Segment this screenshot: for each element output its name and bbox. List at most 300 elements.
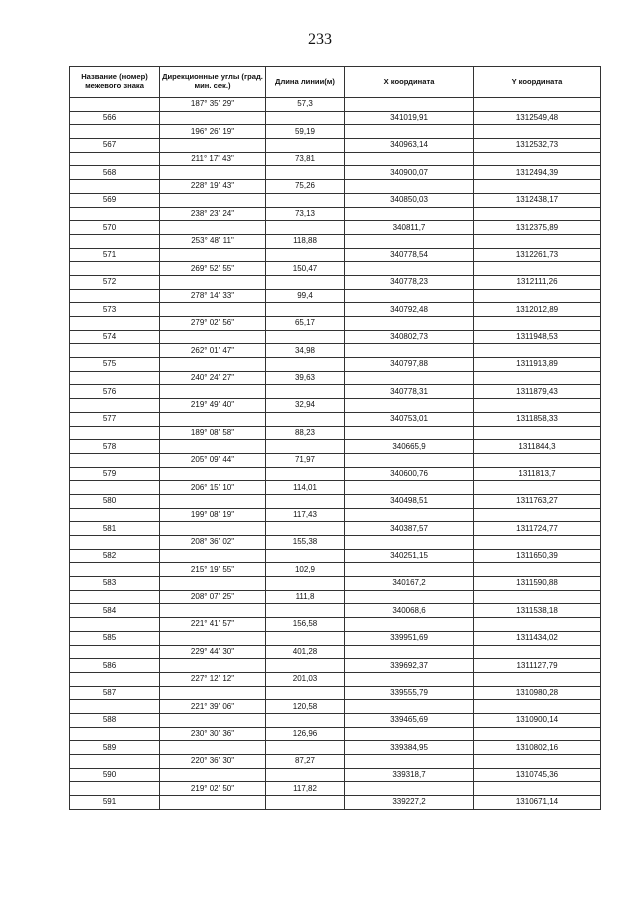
x-cell xyxy=(345,344,474,358)
direction-angle-cell: 208° 36' 02" xyxy=(160,536,266,550)
y-coordinate-cell: 1311913,89 xyxy=(474,358,601,372)
point-row xyxy=(70,659,601,673)
angle-cell xyxy=(160,713,266,727)
line-length-cell: 73,81 xyxy=(266,152,345,166)
y-cell xyxy=(474,289,601,303)
x-cell xyxy=(345,234,474,248)
segment-row xyxy=(70,152,601,166)
y-cell xyxy=(474,755,601,769)
point-row xyxy=(70,604,601,618)
y-cell xyxy=(474,782,601,796)
direction-angle-cell: 219° 49' 40" xyxy=(160,399,266,413)
x-cell xyxy=(345,453,474,467)
x-coordinate-cell: 340778,54 xyxy=(345,248,474,262)
name-cell xyxy=(70,782,160,796)
point-row xyxy=(70,440,601,454)
name-cell xyxy=(70,453,160,467)
angle-cell xyxy=(160,631,266,645)
segment-row xyxy=(70,317,601,331)
y-coordinate-cell: 1311879,43 xyxy=(474,385,601,399)
table-body xyxy=(70,98,601,810)
point-row xyxy=(70,303,601,317)
y-coordinate-cell: 1311948,53 xyxy=(474,330,601,344)
point-row xyxy=(70,494,601,508)
segment-row xyxy=(70,536,601,550)
direction-angle-cell: 279° 02' 56" xyxy=(160,317,266,331)
x-cell xyxy=(345,508,474,522)
angle-cell xyxy=(160,577,266,591)
segment-row xyxy=(70,289,601,303)
name-cell xyxy=(70,700,160,714)
x-cell xyxy=(345,481,474,495)
line-length-cell: 118,88 xyxy=(266,234,345,248)
segment-row xyxy=(70,672,601,686)
segment-row xyxy=(70,344,601,358)
length-cell xyxy=(266,193,345,207)
length-cell xyxy=(266,659,345,673)
point-row xyxy=(70,330,601,344)
y-coordinate-cell: 1311538,18 xyxy=(474,604,601,618)
segment-row xyxy=(70,755,601,769)
x-coordinate-cell: 340778,23 xyxy=(345,275,474,289)
y-coordinate-cell: 1312012,89 xyxy=(474,303,601,317)
length-cell xyxy=(266,358,345,372)
point-name-cell: 581 xyxy=(70,522,160,536)
y-cell xyxy=(474,645,601,659)
point-name-cell: 577 xyxy=(70,412,160,426)
header-length: Длина линии(м) xyxy=(266,67,345,98)
name-cell xyxy=(70,672,160,686)
segment-row xyxy=(70,727,601,741)
line-length-cell: 117,43 xyxy=(266,508,345,522)
segment-row xyxy=(70,618,601,632)
y-cell xyxy=(474,234,601,248)
header-name: Название (номер) межевого знака xyxy=(70,67,160,98)
point-name-cell: 576 xyxy=(70,385,160,399)
direction-angle-cell: 206° 15' 10" xyxy=(160,481,266,495)
x-cell xyxy=(345,645,474,659)
direction-angle-cell: 215° 19' 55" xyxy=(160,563,266,577)
line-length-cell: 155,38 xyxy=(266,536,345,550)
y-coordinate-cell: 1311590,88 xyxy=(474,577,601,591)
length-cell xyxy=(266,412,345,426)
y-cell xyxy=(474,152,601,166)
angle-cell xyxy=(160,686,266,700)
point-name-cell: 571 xyxy=(70,248,160,262)
segment-row xyxy=(70,399,601,413)
y-coordinate-cell: 1311844,3 xyxy=(474,440,601,454)
y-cell xyxy=(474,371,601,385)
name-cell xyxy=(70,563,160,577)
line-length-cell: 150,47 xyxy=(266,262,345,276)
x-cell xyxy=(345,590,474,604)
name-cell xyxy=(70,755,160,769)
point-name-cell: 569 xyxy=(70,193,160,207)
x-coordinate-cell: 340811,7 xyxy=(345,221,474,235)
point-name-cell: 574 xyxy=(70,330,160,344)
segment-row xyxy=(70,98,601,112)
line-length-cell: 73,13 xyxy=(266,207,345,221)
line-length-cell: 65,17 xyxy=(266,317,345,331)
point-name-cell: 580 xyxy=(70,494,160,508)
point-name-cell: 585 xyxy=(70,631,160,645)
y-coordinate-cell: 1311724,77 xyxy=(474,522,601,536)
name-cell xyxy=(70,317,160,331)
y-coordinate-cell: 1310980,28 xyxy=(474,686,601,700)
point-name-cell: 591 xyxy=(70,796,160,810)
direction-angle-cell: 221° 41' 57" xyxy=(160,618,266,632)
point-name-cell: 590 xyxy=(70,768,160,782)
point-row xyxy=(70,358,601,372)
x-cell xyxy=(345,755,474,769)
x-cell xyxy=(345,289,474,303)
x-coordinate-cell: 340068,6 xyxy=(345,604,474,618)
name-cell xyxy=(70,481,160,495)
x-cell xyxy=(345,618,474,632)
point-row xyxy=(70,111,601,125)
name-cell xyxy=(70,152,160,166)
x-coordinate-cell: 341019,91 xyxy=(345,111,474,125)
direction-angle-cell: 221° 39' 06" xyxy=(160,700,266,714)
y-cell xyxy=(474,262,601,276)
point-row xyxy=(70,467,601,481)
angle-cell xyxy=(160,768,266,782)
x-cell xyxy=(345,125,474,139)
point-row xyxy=(70,713,601,727)
segment-row xyxy=(70,508,601,522)
line-length-cell: 34,98 xyxy=(266,344,345,358)
x-cell xyxy=(345,98,474,112)
point-name-cell: 572 xyxy=(70,275,160,289)
line-length-cell: 156,58 xyxy=(266,618,345,632)
point-name-cell: 567 xyxy=(70,139,160,153)
x-cell xyxy=(345,563,474,577)
x-cell xyxy=(345,152,474,166)
y-coordinate-cell: 1311650,39 xyxy=(474,549,601,563)
direction-angle-cell: 220° 36' 30" xyxy=(160,755,266,769)
segment-row xyxy=(70,590,601,604)
x-coordinate-cell: 340850,03 xyxy=(345,193,474,207)
segment-row xyxy=(70,453,601,467)
y-coordinate-cell: 1312111,26 xyxy=(474,275,601,289)
angle-cell xyxy=(160,275,266,289)
angle-cell xyxy=(160,303,266,317)
name-cell xyxy=(70,344,160,358)
angle-cell xyxy=(160,166,266,180)
point-row xyxy=(70,248,601,262)
y-cell xyxy=(474,98,601,112)
y-cell xyxy=(474,672,601,686)
point-row xyxy=(70,275,601,289)
line-length-cell: 126,96 xyxy=(266,727,345,741)
y-cell xyxy=(474,344,601,358)
point-row xyxy=(70,166,601,180)
point-row xyxy=(70,412,601,426)
x-coordinate-cell: 340900,07 xyxy=(345,166,474,180)
length-cell xyxy=(266,686,345,700)
direction-angle-cell: 199° 08' 19" xyxy=(160,508,266,522)
x-coordinate-cell: 340753,01 xyxy=(345,412,474,426)
x-cell xyxy=(345,371,474,385)
point-row xyxy=(70,221,601,235)
x-cell xyxy=(345,672,474,686)
y-coordinate-cell: 1312375,89 xyxy=(474,221,601,235)
y-coordinate-cell: 1310745,36 xyxy=(474,768,601,782)
length-cell xyxy=(266,166,345,180)
name-cell xyxy=(70,125,160,139)
segment-row xyxy=(70,125,601,139)
point-row xyxy=(70,741,601,755)
direction-angle-cell: 229° 44' 30" xyxy=(160,645,266,659)
x-coordinate-cell: 340498,51 xyxy=(345,494,474,508)
y-cell xyxy=(474,618,601,632)
name-cell xyxy=(70,289,160,303)
y-cell xyxy=(474,426,601,440)
y-cell xyxy=(474,125,601,139)
point-name-cell: 568 xyxy=(70,166,160,180)
segment-row xyxy=(70,481,601,495)
point-row xyxy=(70,549,601,563)
segment-row xyxy=(70,234,601,248)
angle-cell xyxy=(160,549,266,563)
x-cell xyxy=(345,426,474,440)
y-cell xyxy=(474,700,601,714)
x-coordinate-cell: 340797,88 xyxy=(345,358,474,372)
y-coordinate-cell: 1312261,73 xyxy=(474,248,601,262)
angle-cell xyxy=(160,467,266,481)
angle-cell xyxy=(160,330,266,344)
x-cell xyxy=(345,700,474,714)
name-cell xyxy=(70,98,160,112)
point-name-cell: 583 xyxy=(70,577,160,591)
x-coordinate-cell: 339692,37 xyxy=(345,659,474,673)
x-coordinate-cell: 340387,57 xyxy=(345,522,474,536)
direction-angle-cell: 208° 07' 25" xyxy=(160,590,266,604)
line-length-cell: 102,9 xyxy=(266,563,345,577)
y-cell xyxy=(474,399,601,413)
x-coordinate-cell: 340665,9 xyxy=(345,440,474,454)
line-length-cell: 71,97 xyxy=(266,453,345,467)
coordinates-table xyxy=(69,66,601,810)
point-name-cell: 584 xyxy=(70,604,160,618)
length-cell xyxy=(266,248,345,262)
length-cell xyxy=(266,139,345,153)
segment-row xyxy=(70,700,601,714)
point-name-cell: 586 xyxy=(70,659,160,673)
x-coordinate-cell: 340963,14 xyxy=(345,139,474,153)
length-cell xyxy=(266,385,345,399)
angle-cell: 187° 35' 29" xyxy=(160,98,266,112)
direction-angle-cell: 205° 09' 44" xyxy=(160,453,266,467)
x-cell xyxy=(345,536,474,550)
point-name-cell: 589 xyxy=(70,741,160,755)
direction-angle-cell: 269° 52' 55" xyxy=(160,262,266,276)
line-length-cell: 201,03 xyxy=(266,672,345,686)
direction-angle-cell: 228° 19' 43" xyxy=(160,180,266,194)
point-name-cell: 588 xyxy=(70,713,160,727)
angle-cell xyxy=(160,139,266,153)
direction-angle-cell: 262° 01' 47" xyxy=(160,344,266,358)
point-name-cell: 579 xyxy=(70,467,160,481)
y-coordinate-cell: 1312549,48 xyxy=(474,111,601,125)
length-cell xyxy=(266,275,345,289)
segment-row xyxy=(70,426,601,440)
angle-cell xyxy=(160,412,266,426)
length-cell: 57,3 xyxy=(266,98,345,112)
x-coordinate-cell: 339227,2 xyxy=(345,796,474,810)
angle-cell xyxy=(160,440,266,454)
y-coordinate-cell: 1311127,79 xyxy=(474,659,601,673)
length-cell xyxy=(266,440,345,454)
direction-angle-cell: 189° 08' 58" xyxy=(160,426,266,440)
angle-cell xyxy=(160,193,266,207)
point-row xyxy=(70,193,601,207)
direction-angle-cell: 211° 17' 43" xyxy=(160,152,266,166)
segment-row xyxy=(70,645,601,659)
point-row xyxy=(70,796,601,810)
y-coordinate-cell: 1311434,02 xyxy=(474,631,601,645)
x-coordinate-cell: 340778,31 xyxy=(345,385,474,399)
x-cell xyxy=(345,727,474,741)
x-coordinate-cell: 340802,73 xyxy=(345,330,474,344)
name-cell xyxy=(70,590,160,604)
y-cell xyxy=(474,207,601,221)
y-coordinate-cell: 1312494,39 xyxy=(474,166,601,180)
y-coordinate-cell: 1310900,14 xyxy=(474,713,601,727)
y-cell xyxy=(474,453,601,467)
line-length-cell: 59,19 xyxy=(266,125,345,139)
length-cell xyxy=(266,604,345,618)
name-cell xyxy=(70,207,160,221)
length-cell xyxy=(266,303,345,317)
line-length-cell: 39,63 xyxy=(266,371,345,385)
y-cell xyxy=(474,180,601,194)
segment-row xyxy=(70,371,601,385)
angle-cell xyxy=(160,111,266,125)
name-cell xyxy=(70,645,160,659)
length-cell xyxy=(266,631,345,645)
line-length-cell: 117,82 xyxy=(266,782,345,796)
y-coordinate-cell: 1310671,14 xyxy=(474,796,601,810)
name-cell xyxy=(70,399,160,413)
line-length-cell: 401,28 xyxy=(266,645,345,659)
angle-cell xyxy=(160,494,266,508)
length-cell xyxy=(266,494,345,508)
x-coordinate-cell: 339318,7 xyxy=(345,768,474,782)
segment-row xyxy=(70,180,601,194)
point-name-cell: 575 xyxy=(70,358,160,372)
direction-angle-cell: 253° 48' 11" xyxy=(160,234,266,248)
x-coordinate-cell: 340792,48 xyxy=(345,303,474,317)
line-length-cell: 99,4 xyxy=(266,289,345,303)
point-row xyxy=(70,385,601,399)
x-coordinate-cell: 340167,2 xyxy=(345,577,474,591)
y-coordinate-cell: 1310802,16 xyxy=(474,741,601,755)
length-cell xyxy=(266,111,345,125)
x-coordinate-cell: 339384,95 xyxy=(345,741,474,755)
name-cell xyxy=(70,536,160,550)
y-coordinate-cell: 1311858,33 xyxy=(474,412,601,426)
length-cell xyxy=(266,768,345,782)
x-cell xyxy=(345,317,474,331)
length-cell xyxy=(266,741,345,755)
x-cell xyxy=(345,207,474,221)
length-cell xyxy=(266,330,345,344)
length-cell xyxy=(266,221,345,235)
y-cell xyxy=(474,317,601,331)
length-cell xyxy=(266,549,345,563)
name-cell xyxy=(70,234,160,248)
line-length-cell: 32,94 xyxy=(266,399,345,413)
length-cell xyxy=(266,467,345,481)
page-number: 233 xyxy=(308,31,332,48)
direction-angle-cell: 240° 24' 27" xyxy=(160,371,266,385)
name-cell xyxy=(70,426,160,440)
header-x: X координата xyxy=(345,67,474,98)
line-length-cell: 87,27 xyxy=(266,755,345,769)
angle-cell xyxy=(160,522,266,536)
y-cell xyxy=(474,590,601,604)
header-angle: Дирекционные углы (град. мин. сек.) xyxy=(160,67,266,98)
length-cell xyxy=(266,713,345,727)
line-length-cell: 111,8 xyxy=(266,590,345,604)
line-length-cell: 120,58 xyxy=(266,700,345,714)
y-cell xyxy=(474,563,601,577)
x-cell xyxy=(345,180,474,194)
point-row xyxy=(70,139,601,153)
angle-cell xyxy=(160,358,266,372)
angle-cell xyxy=(160,385,266,399)
header-y: Y координата xyxy=(474,67,601,98)
y-cell xyxy=(474,536,601,550)
x-coordinate-cell: 340600,76 xyxy=(345,467,474,481)
point-row xyxy=(70,522,601,536)
angle-cell xyxy=(160,604,266,618)
name-cell xyxy=(70,508,160,522)
x-coordinate-cell: 339555,79 xyxy=(345,686,474,700)
name-cell xyxy=(70,180,160,194)
point-row xyxy=(70,686,601,700)
x-coordinate-cell: 340251,15 xyxy=(345,549,474,563)
angle-cell xyxy=(160,221,266,235)
y-coordinate-cell: 1312532,73 xyxy=(474,139,601,153)
point-name-cell: 582 xyxy=(70,549,160,563)
angle-cell xyxy=(160,248,266,262)
segment-row xyxy=(70,207,601,221)
name-cell xyxy=(70,262,160,276)
direction-angle-cell: 219° 02' 50" xyxy=(160,782,266,796)
point-name-cell: 570 xyxy=(70,221,160,235)
segment-row xyxy=(70,782,601,796)
direction-angle-cell: 278° 14' 33" xyxy=(160,289,266,303)
direction-angle-cell: 227° 12' 12" xyxy=(160,672,266,686)
x-cell xyxy=(345,782,474,796)
table-header-row xyxy=(70,67,601,98)
point-name-cell: 578 xyxy=(70,440,160,454)
y-coordinate-cell: 1311763,27 xyxy=(474,494,601,508)
direction-angle-cell: 238° 23' 24" xyxy=(160,207,266,221)
y-coordinate-cell: 1312438,17 xyxy=(474,193,601,207)
line-length-cell: 114,01 xyxy=(266,481,345,495)
angle-cell xyxy=(160,659,266,673)
point-row xyxy=(70,577,601,591)
line-length-cell: 75,26 xyxy=(266,180,345,194)
name-cell xyxy=(70,618,160,632)
x-cell xyxy=(345,262,474,276)
x-coordinate-cell: 339951,69 xyxy=(345,631,474,645)
x-cell xyxy=(345,399,474,413)
point-row xyxy=(70,768,601,782)
